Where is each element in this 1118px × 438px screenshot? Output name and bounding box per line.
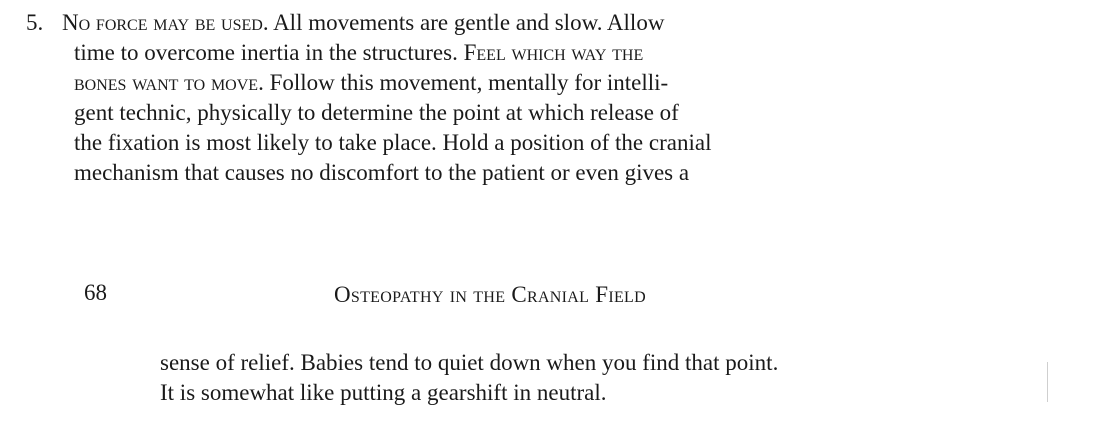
line-text: . Follow this movement, mentally for intelli- — [258, 70, 669, 95]
emphasis-smallcaps: No force may be used — [62, 10, 263, 35]
line-text: . All movements are gentle and slow. Allow — [262, 10, 665, 35]
continuation-line-1: sense of relief. Babies tend to quiet down when you find that point. — [160, 350, 779, 375]
paragraph-line-2 — [74, 40, 643, 66]
paragraph-line-6: mechanism that causes no discomfort to the patient or even gives a — [74, 160, 690, 185]
emphasis-smallcaps: Feel which way the — [463, 40, 644, 65]
list-item-number: 5. — [26, 10, 44, 35]
paragraph-line-1 — [62, 10, 664, 36]
continuation-line-2: It is somewhat like putting a gearshift in neutral. — [160, 380, 607, 405]
paragraph-line-4: gent technic, physically to determine the point at which release of — [74, 100, 679, 125]
emphasis-smallcaps: bones want to move — [74, 70, 259, 95]
running-head: Osteopathy in the Cranial Field — [334, 282, 646, 307]
paragraph-line-3 — [74, 70, 668, 96]
line-text: time to overcome inertia in the structures. — [74, 40, 464, 65]
page-number: 68 — [84, 280, 107, 305]
scan-edge-mark — [1047, 362, 1048, 402]
paragraph-line-5: the fixation is most likely to take place. Hold a position of the cranial — [74, 130, 712, 155]
